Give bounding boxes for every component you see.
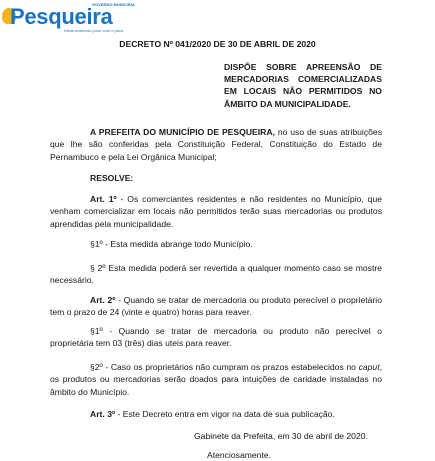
article-2-paragraph-2-end: , os produtos ou mercadorias serão doados para intuições de caridade instaladas no âmbito do Município. [50, 362, 382, 397]
preamble-text: no uso de suas atribuições que lhe são conferidas pela Constituição Federal, Constituição do Estado de Pernambuco e pela Lei Orgânica Municipal; [50, 127, 382, 162]
preamble [50, 126, 382, 163]
closing-salutation: Atenciosamente. [207, 450, 272, 460]
preamble-authority: A PREFEITA DO MUNICÍPIO DE PESQUEIRA, [90, 127, 275, 137]
article-3 [90, 408, 335, 420]
article-3-text: - Este Decreto entra em vigor na data de sua publicação. [115, 409, 335, 419]
article-1-paragraph-2: § 2º Esta medida poderá ser revertida a qualquer momento caso se mostre necessário. [50, 263, 382, 286]
article-1-paragraph-1: §1º - Esta medida abrange todo Município. [90, 239, 253, 249]
logo-slogan: Desenvolvendo junto com o povo [64, 28, 124, 33]
article-2 [50, 294, 382, 319]
article-1-text: - Os comerciantes residentes e não residentes no Município, que venham comercializar em locais não permitidos terão suas mercadorias ou produtos aprendidas pela municipalidade. [50, 194, 383, 229]
place-and-date: Gabinete da Prefeita, em 30 de abril de 2020. [194, 431, 368, 441]
municipality-logo [4, 2, 136, 34]
article-2-paragraph-1: §1º - Quando se tratar de mercadoria ou produto não perecível o proprietária tem 03 (três) dias uteis para reaver. [50, 326, 382, 349]
article-2-text: - Quando se tratar de mercadoria ou produto perecível o proprietário tem o prazo de 24 (vinte e quatro) horas para reaver. [50, 295, 382, 318]
resolve-heading: RESOLVE: [90, 173, 134, 183]
decree-summary: DISPÕE SOBRE APREENSÃO DE MERCADORIAS COMERCIALIZADAS EM LOCAIS NÃO PERMITIDOS NO ÂMBITO DA MUNICIPALIDADE. [224, 62, 382, 109]
article-3-label: Art. 3º [90, 409, 116, 419]
article-2-paragraph-2-start: §2º - Caso os proprietários não cumpram os prazos estabelecidos no [90, 362, 359, 372]
decree-title: DECRETO Nº 041/2020 DE 30 DE ABRIL DE 2020 [119, 39, 316, 49]
caput-term: caput [358, 362, 380, 372]
article-1-label: Art. 1º [90, 194, 117, 204]
article-1 [50, 193, 382, 230]
logo-small-text: GOVERNO MUNICIPAL [92, 2, 136, 7]
logo-wordmark: Pesqueira [10, 4, 113, 29]
article-2-label: Art. 2º [90, 295, 116, 305]
article-2-paragraph-2 [50, 361, 382, 398]
